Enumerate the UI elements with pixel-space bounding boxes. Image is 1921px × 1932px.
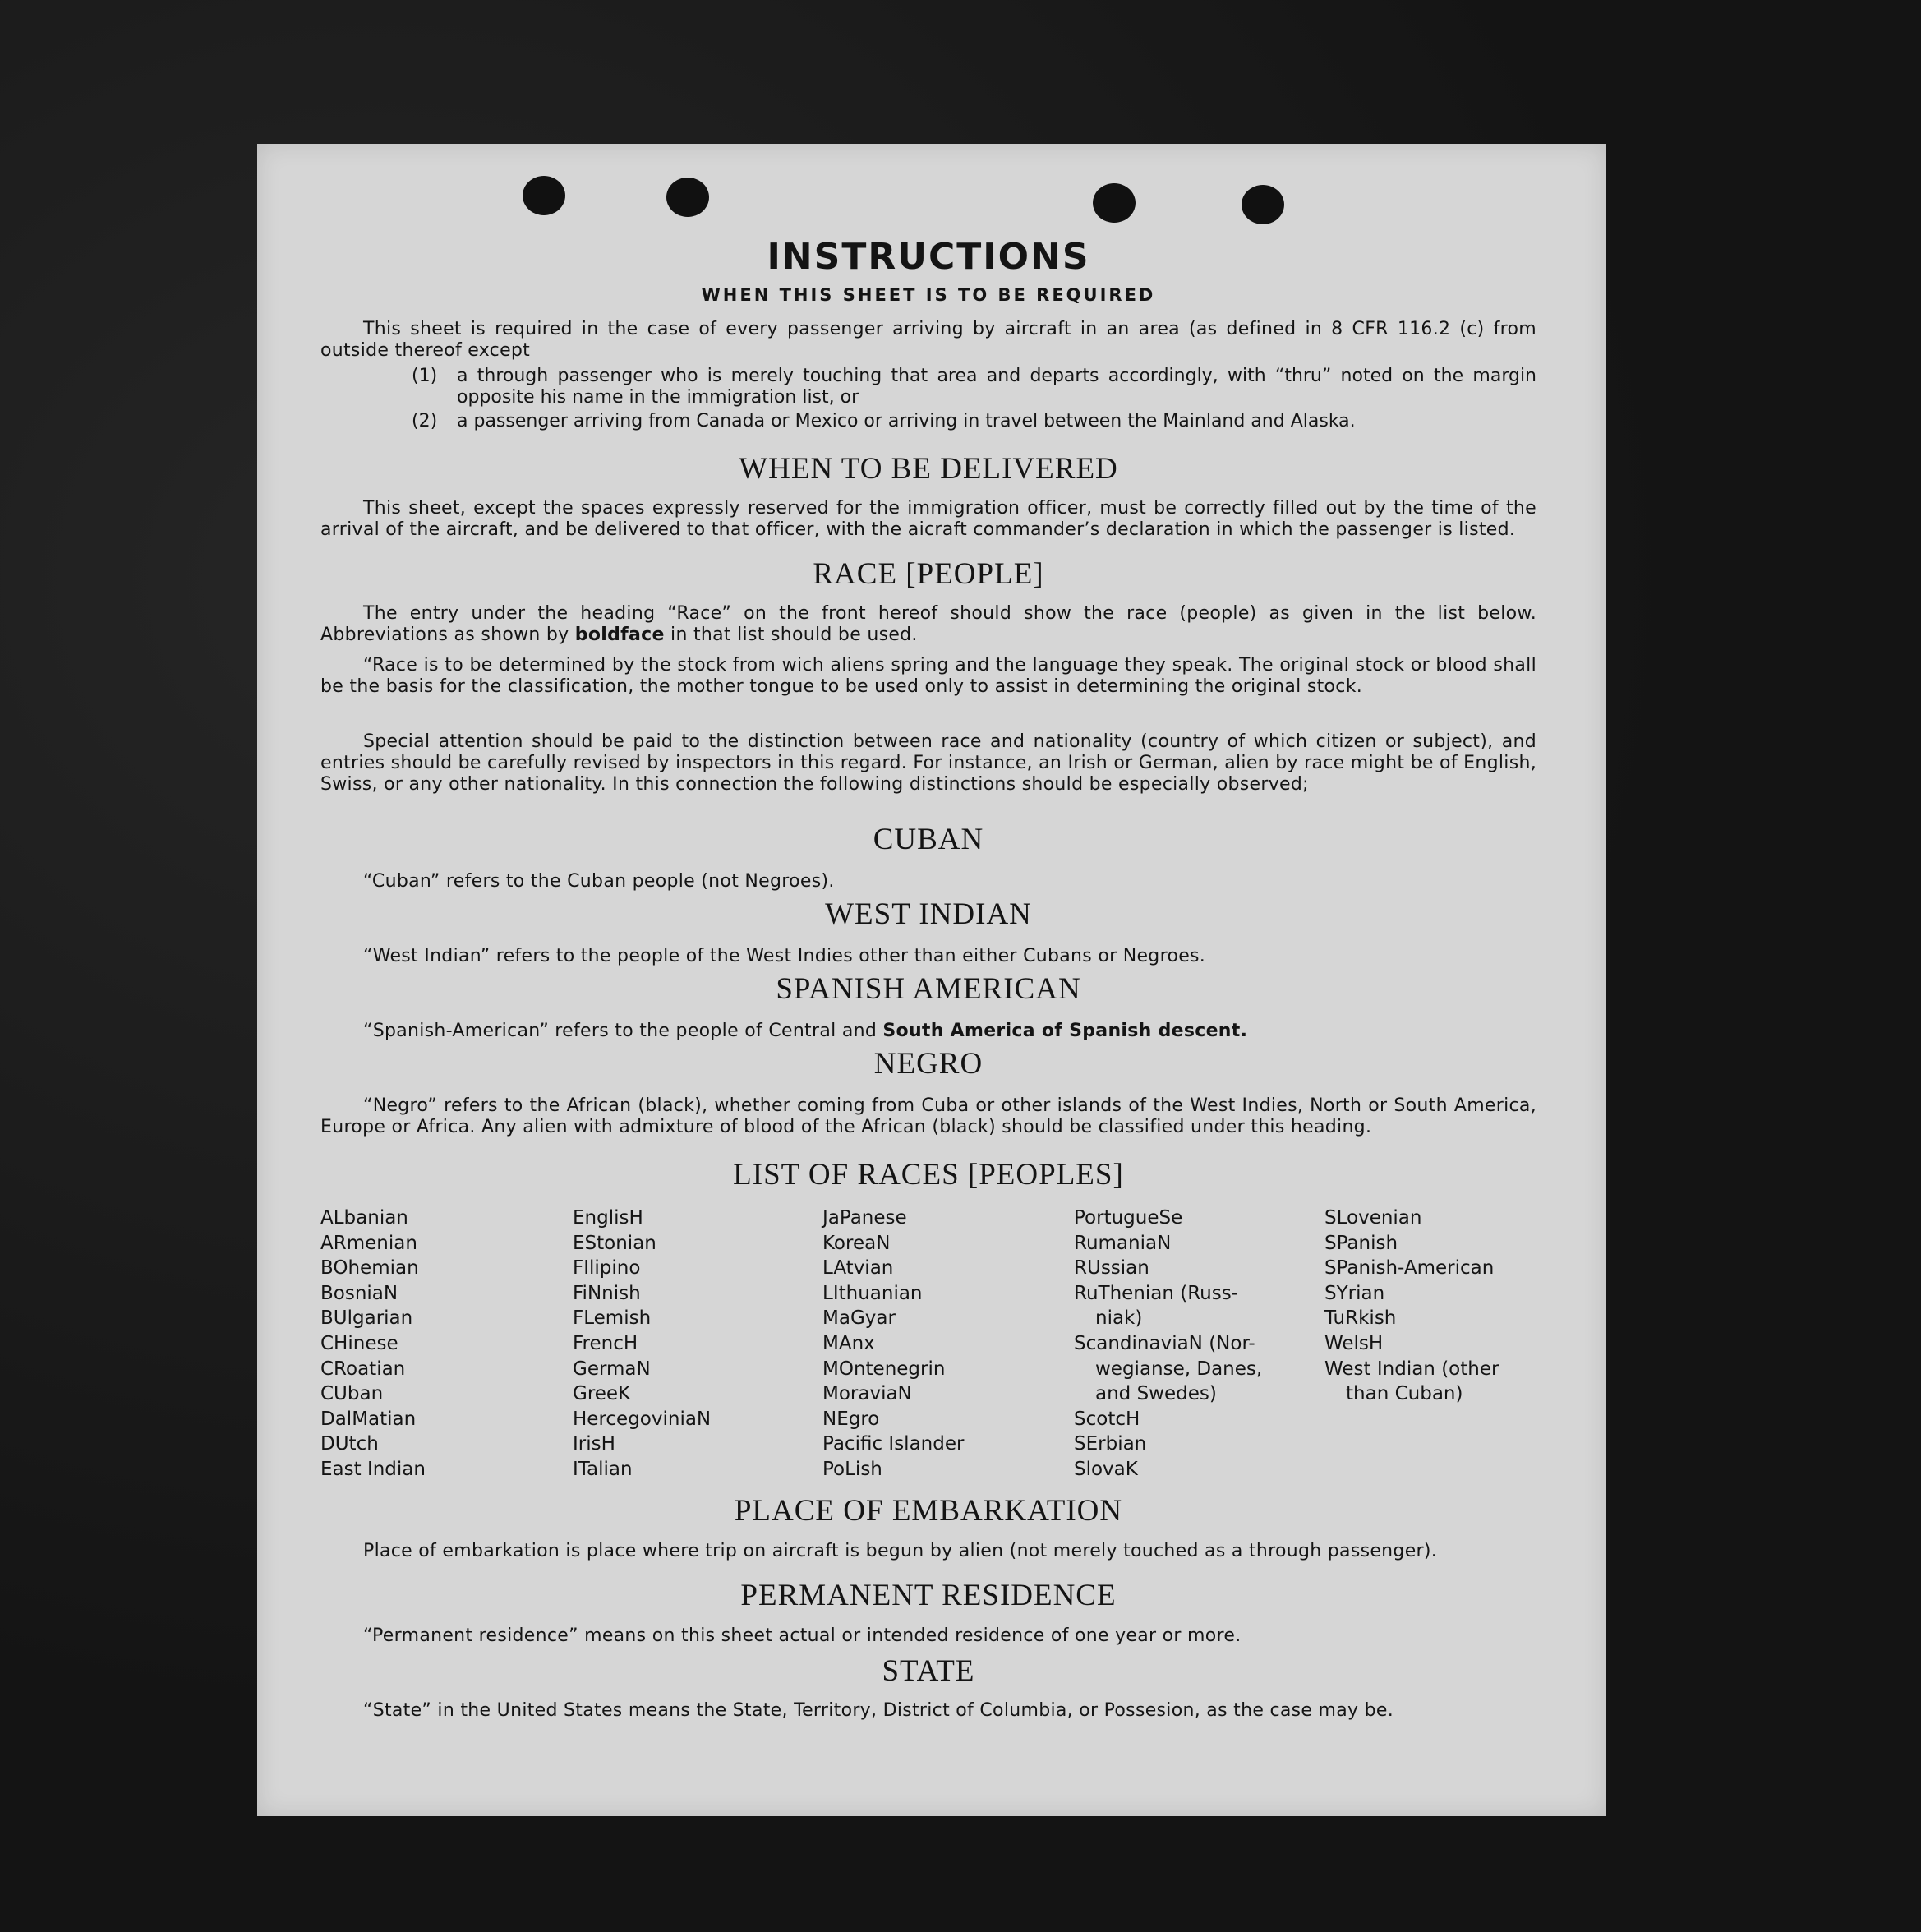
races-column xyxy=(822,1206,964,1482)
race-entry: SlovaK xyxy=(1074,1458,1138,1480)
race-entry: DUtch xyxy=(320,1433,379,1455)
races-column xyxy=(1074,1206,1262,1482)
spanish-american-text: “Spanish-American” refers to the people of Central and xyxy=(363,1021,883,1041)
race-entry: East Indian xyxy=(320,1458,426,1480)
race-entry: and Swedes) xyxy=(1095,1383,1217,1405)
exception-number: (1) xyxy=(412,366,438,386)
race-entry: WelsH xyxy=(1324,1332,1384,1354)
race-entry: GreeK xyxy=(573,1383,631,1405)
residence-paragraph: “Permanent residence” means on this sheet actual or intended residence of one year or more. xyxy=(363,1625,1242,1646)
race-paragraph-3: Special attention should be paid to the distinction between race and nationality (country of which citizen or subject), and entries should be carefully revised by inspectors in this regard. For instance, an Irish or German, alien by race might be of English, Swiss, or any other nationality. In this connection the following distinctions should be especially observed; xyxy=(320,731,1536,795)
page-title: INSTRUCTIONS xyxy=(767,236,1090,278)
race-entry: MaGyar xyxy=(822,1307,896,1330)
punch-hole xyxy=(523,176,565,215)
race-entry: NEgro xyxy=(822,1408,880,1430)
negro-paragraph: “Negro” refers to the African (black), whether coming from Cuba or other islands of the West Indies, North or South America, Europe or Africa. Any alien with admixture of blood of the African (black) should be classified under this heading. xyxy=(320,1095,1536,1137)
race-entry: CUban xyxy=(320,1383,384,1405)
race-boldface-text: boldface xyxy=(574,625,665,645)
race-entry: MAnx xyxy=(822,1332,875,1354)
race-entry: SLovenian xyxy=(1324,1207,1422,1229)
cuban-paragraph: “Cuban” refers to the Cuban people (not Negroes). xyxy=(363,871,835,892)
intro-paragraph: This sheet is required in the case of every passenger arriving by aircraft in an area (as defined in 8 CFR 116.2 (c) from outside thereof except xyxy=(320,319,1536,361)
race-entry: JaPanese xyxy=(822,1207,907,1229)
races-column xyxy=(573,1206,711,1482)
punch-hole xyxy=(1093,183,1136,223)
race-entry: than Cuban) xyxy=(1346,1383,1463,1405)
race-entry: DalMatian xyxy=(320,1408,417,1430)
section-heading-residence: PERMANENT RESIDENCE xyxy=(740,1579,1117,1612)
punch-hole xyxy=(666,178,709,217)
race-entry: BUlgarian xyxy=(320,1307,413,1330)
race-entry: CHinese xyxy=(320,1332,398,1354)
section-heading-embarkation: PLACE OF EMBARKATION xyxy=(734,1494,1123,1528)
embarkation-paragraph: Place of embarkation is place where trip on aircraft is begun by alien (not merely touched as a through passenger). xyxy=(363,1541,1438,1561)
section-heading-west-indian: WEST INDIAN xyxy=(825,897,1032,931)
race-entry: ARmenian xyxy=(320,1232,417,1254)
section-heading-list-of-races: LIST OF RACES [PEOPLES] xyxy=(733,1158,1124,1192)
race-entry: IrisH xyxy=(573,1433,615,1455)
exception-item xyxy=(413,366,1536,408)
race-entry: EStonian xyxy=(573,1232,656,1254)
page-subtitle: WHEN THIS SHEET IS TO BE REQUIRED xyxy=(701,285,1156,305)
races-column xyxy=(1324,1206,1499,1407)
race-entry: niak) xyxy=(1095,1307,1143,1330)
race-entry: RUssian xyxy=(1074,1257,1149,1280)
race-entry: LIthuanian xyxy=(822,1282,923,1304)
race-entry: LAtvian xyxy=(822,1257,894,1280)
west-indian-paragraph: “West Indian” refers to the people of the West Indies other than either Cubans or Negroes. xyxy=(363,946,1206,966)
race-text: in that list should be used. xyxy=(664,625,918,645)
race-entry: BOhemian xyxy=(320,1257,419,1280)
race-entry: West Indian (other xyxy=(1324,1358,1499,1380)
races-column xyxy=(320,1206,426,1482)
section-heading-negro: NEGRO xyxy=(873,1047,984,1081)
race-entry: PortugueSe xyxy=(1074,1207,1183,1229)
exception-number: (2) xyxy=(412,411,438,431)
section-heading-race: RACE [PEOPLE] xyxy=(813,557,1044,591)
section-heading-delivered: WHEN TO BE DELIVERED xyxy=(739,452,1118,486)
race-entry: RuThenian (Russ- xyxy=(1074,1282,1239,1304)
document-sheet xyxy=(257,144,1606,1816)
exception-item xyxy=(413,411,1536,454)
spanish-american-paragraph xyxy=(320,1021,1536,1042)
race-entry: BosniaN xyxy=(320,1282,398,1304)
race-entry: FIlipino xyxy=(573,1257,641,1280)
exception-text: a through passenger who is merely touching that area and departs accordingly, with “thru” noted on the margin opposite his name in the immigration list, or xyxy=(457,366,1536,408)
race-entry: ITalian xyxy=(573,1458,633,1480)
state-paragraph: “State” in the United States means the State, Territory, District of Columbia, or Possesion, as the case may be. xyxy=(363,1700,1394,1721)
race-entry: SYrian xyxy=(1324,1282,1385,1304)
race-entry: SPanish-American xyxy=(1324,1257,1495,1280)
section-heading-spanish-american: SPANISH AMERICAN xyxy=(776,972,1081,1006)
race-entry: EnglisH xyxy=(573,1207,643,1229)
race-entry: PoLish xyxy=(822,1458,882,1480)
spanish-american-bold-text: South America of Spanish descent. xyxy=(882,1021,1248,1041)
race-entry: RumaniaN xyxy=(1074,1232,1172,1254)
race-entry: KoreaN xyxy=(822,1232,891,1254)
race-entry: CRoatian xyxy=(320,1358,406,1380)
race-entry: MOntenegrin xyxy=(822,1358,946,1380)
race-entry: FLemish xyxy=(573,1307,652,1330)
race-entry: FrencH xyxy=(573,1332,638,1354)
race-entry: TuRkish xyxy=(1324,1307,1397,1330)
exception-text: a passenger arriving from Canada or Mexico or arriving in travel between the Mainland and Alaska. xyxy=(457,411,1356,431)
race-entry: SErbian xyxy=(1074,1433,1147,1455)
delivered-paragraph: This sheet, except the spaces expressly reserved for the immigration officer, must be correctly filled out by the time of the arrival of the aircraft, and be delivered to that officer, with the aicraft commander’s declaration in which the passenger is listed. xyxy=(320,498,1536,540)
punch-hole xyxy=(1242,185,1284,224)
race-text: The entry under the heading “Race” on the front hereof should show the race (people) as given in the list below. Abbreviations as shown by xyxy=(320,603,1536,645)
race-entry: Pacific Islander xyxy=(822,1433,965,1455)
race-paragraph-1 xyxy=(320,603,1536,646)
race-entry: wegianse, Danes, xyxy=(1095,1358,1263,1380)
race-entry: SPanish xyxy=(1324,1232,1398,1254)
race-entry: FiNnish xyxy=(573,1282,641,1304)
race-entry: HercegoviniaN xyxy=(573,1408,712,1430)
race-entry: ScandinaviaN (Nor- xyxy=(1074,1332,1255,1354)
section-heading-cuban: CUBAN xyxy=(873,823,984,856)
race-entry: MoraviaN xyxy=(822,1383,912,1405)
race-entry: GermaN xyxy=(573,1358,651,1380)
section-heading-state: STATE xyxy=(882,1654,975,1688)
race-entry: ALbanian xyxy=(320,1207,408,1229)
race-entry: ScotcH xyxy=(1074,1408,1140,1430)
race-paragraph-2: “Race is to be determined by the stock from wich aliens spring and the language they speak. The original stock or blood shall be the basis for the classification, the mother tongue to be used only to assist in determining the original stock. xyxy=(320,655,1536,697)
